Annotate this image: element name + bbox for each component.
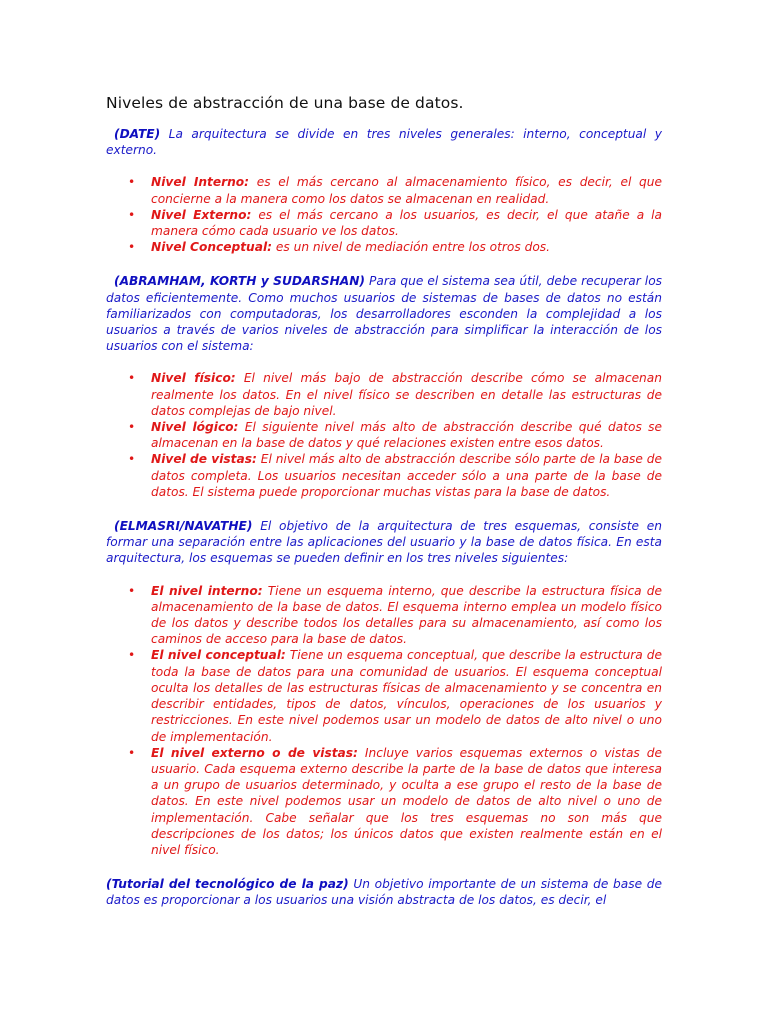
level-list	[106, 583, 662, 858]
list-text: es un nivel de mediación entre los otros dos.	[275, 240, 551, 255]
list-term: Nivel de vistas:	[151, 452, 257, 467]
level-list	[106, 174, 662, 255]
list-term: Nivel Conceptual:	[151, 240, 272, 255]
list-item	[106, 370, 662, 419]
bullet-icon: •	[128, 420, 136, 435]
list-item	[106, 745, 662, 858]
list-item	[106, 419, 662, 451]
intro-text: Un objetivo importante de un sistema de base de datos es proporcionar a los usuarios una visión abstracta de los datos, es decir, el	[106, 877, 662, 908]
list-term: Nivel físico:	[151, 371, 236, 386]
list-item	[106, 174, 662, 206]
bullet-icon: •	[128, 648, 136, 663]
bullet-icon: •	[128, 452, 136, 467]
document-page	[106, 84, 662, 925]
list-item	[106, 239, 662, 255]
source-label: (ELMASRI/NAVATHE)	[114, 519, 253, 534]
section-intro	[106, 518, 662, 567]
list-text: es el más cercano al almacenamiento físico, es decir, el que concierne a la manera como los datos se almacenan en realidad.	[151, 175, 663, 206]
source-label: (Tutorial del tecnológico de la paz)	[106, 877, 349, 892]
bullet-icon: •	[128, 240, 136, 255]
list-text: El siguiente nivel más alto de abstracción describe qué datos se almacenan en la base de datos y qué relaciones existen entre esos datos.	[151, 420, 662, 451]
list-term: Nivel Interno:	[151, 175, 250, 190]
list-item	[106, 583, 662, 648]
list-term: Nivel Externo:	[151, 207, 252, 222]
bullet-icon: •	[128, 583, 136, 598]
bullet-icon: •	[128, 175, 136, 190]
intro-text: La arquitectura se divide en tres niveles generales: interno, conceptual y externo.	[106, 127, 662, 158]
list-term: El nivel interno:	[151, 583, 263, 598]
list-item	[106, 451, 662, 500]
bullet-icon: •	[128, 745, 136, 760]
source-label: (ABRAMHAM, KORTH y SUDARSHAN)	[114, 274, 365, 289]
list-term: Nivel lógico:	[151, 420, 239, 435]
level-list	[106, 370, 662, 500]
source-label: (DATE)	[114, 127, 161, 141]
list-text: es el más cercano a los usuarios, es decir, el que atañe a la manera cómo cada usuario ve los datos.	[151, 207, 662, 239]
section-intro	[106, 876, 662, 908]
list-term: El nivel conceptual:	[151, 648, 286, 663]
list-text: Incluye varios esquemas externos o vistas de usuario. Cada esquema externo describe la parte de la base de datos que interesa a un grupo de usuarios determinado, y oculta a ese grupo el resto de la base de datos. En este nivel podemos usar un modelo de datos de alto nivel o uno de implementación. Cabe señalar que los tres esquemas no son más que descripciones de los datos; los únicos datos que existen realmente están en el nivel físico.	[151, 745, 663, 857]
section-intro	[106, 273, 662, 354]
list-text: Tiene un esquema conceptual, que describe la estructura de toda la base de datos para una comunidad de usuarios. El esquema conceptual oculta los detalles de las estructuras físicas de almacenamiento y se concentra en describir entidades, tipos de datos, vínculos, operaciones de los usuarios y restricciones. En este nivel podemos usar un modelo de datos de alto nivel o uno de implementación.	[151, 648, 663, 744]
list-text: El nivel más alto de abstracción describe sólo parte de la base de datos completa. Los usuarios necesitan acceder sólo a una parte de la base de datos. El sistema puede proporcionar muchas vistas para la base de datos.	[151, 452, 663, 499]
section-intro	[106, 126, 662, 158]
bullet-icon: •	[128, 371, 136, 386]
list-text: El nivel más bajo de abstracción describe cómo se almacenan realmente los datos. En el nivel físico se describen en detalle las estructuras de datos complejas de bajo nivel.	[151, 371, 662, 418]
bullet-icon: •	[128, 207, 136, 222]
list-text: Tiene un esquema interno, que describe la estructura física de almacenamiento de la base de datos. El esquema interno emplea un modelo físico de los datos y describe todos los detalles para su almacenamiento, así como los caminos de acceso para la base de datos.	[151, 583, 662, 647]
intro-text: El objetivo de la arquitectura de tres esquemas, consiste en formar una separación entre las aplicaciones del usuario y la base de datos física. En esta arquitectura, los esquemas se pueden definir en los tres niveles siguientes:	[106, 519, 662, 566]
list-item	[106, 647, 662, 744]
page-title: Niveles de abstracción de una base de datos.	[106, 94, 464, 112]
list-term: El nivel externo o de vistas:	[151, 745, 358, 760]
list-item	[106, 207, 662, 239]
intro-text: Para que el sistema sea útil, debe recuperar los datos eficientemente. Como muchos usuarios de sistemas de bases de datos no están familiarizados con computadoras, los desarrolladores esconden la complejidad a los usuarios a través de varios niveles de abstracción para simplificar la interacción de los usuarios con el sistema:	[106, 274, 663, 354]
